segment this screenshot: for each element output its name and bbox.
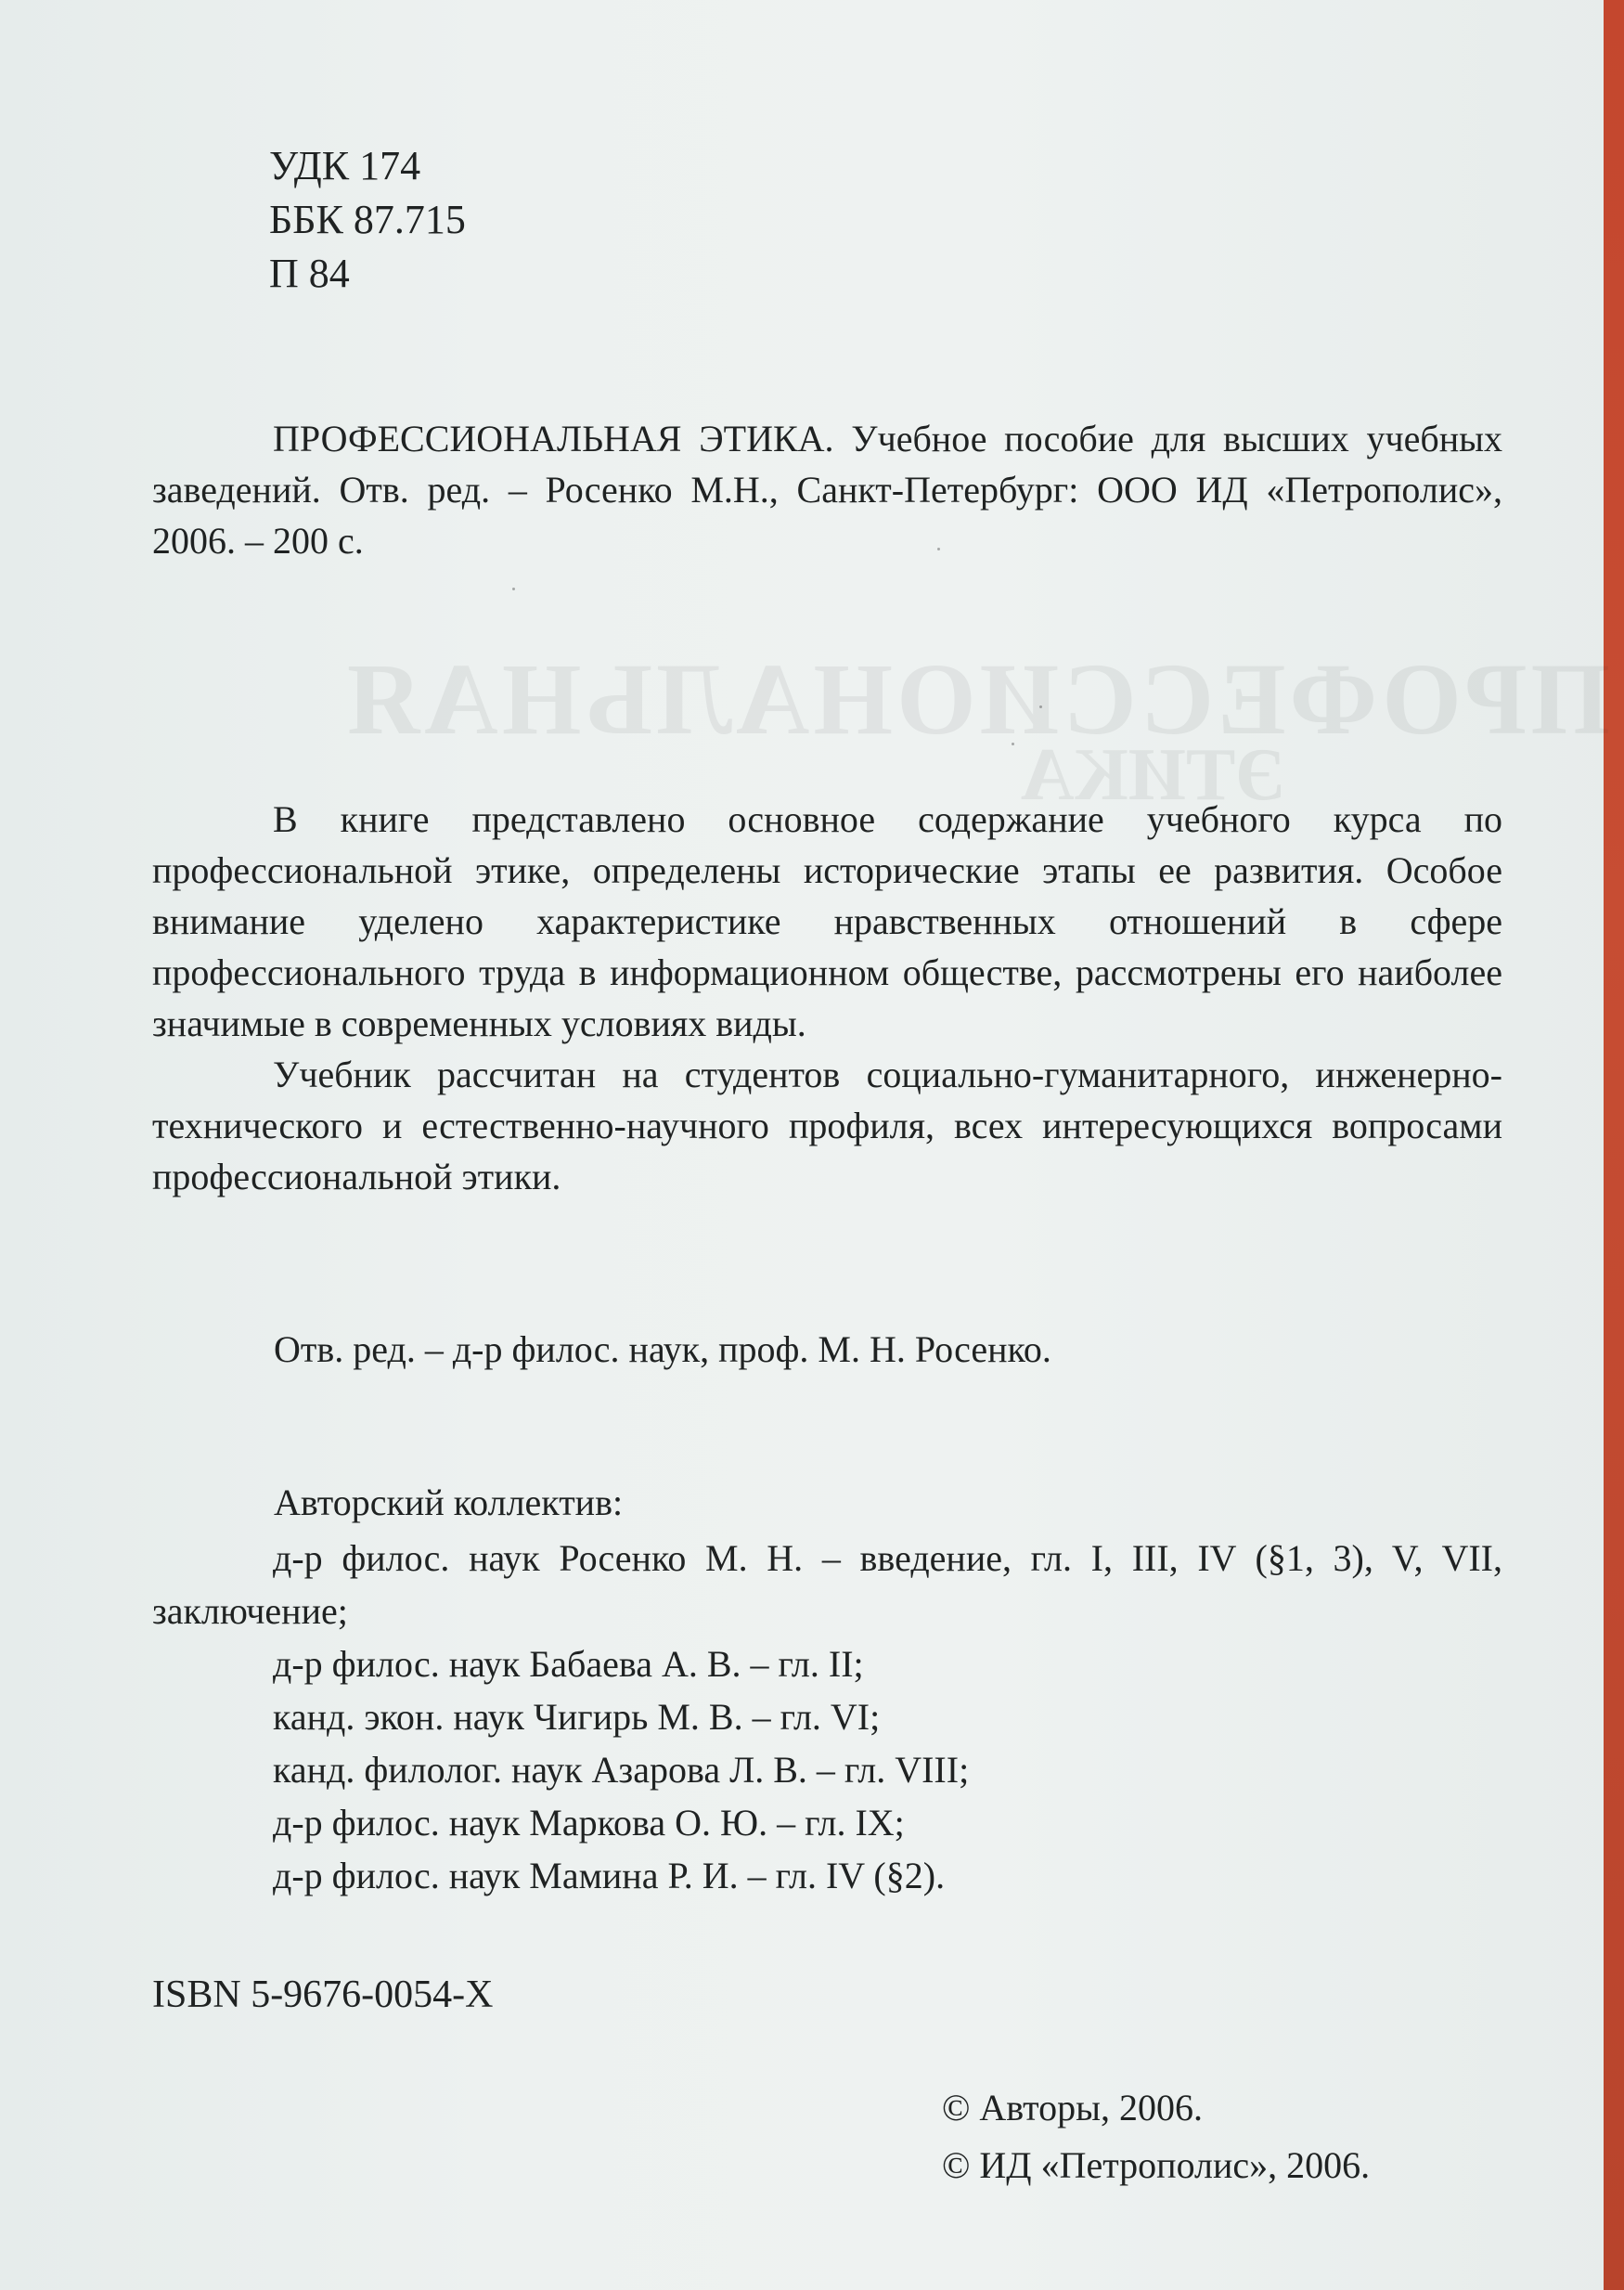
classification-codes (269, 139, 466, 301)
abstract-paragraph-1: В книге представлено основное содержание учебного курса по профессиональной этике, определены исторические этапы ее развития. Особое внимание уделено характеристике нравственных отношений в сфере профессионального труда в информационном обществе, рассмотрены его наиболее значимые в современных условиях виды. (152, 798, 1502, 1044)
red-cover-edge (1604, 0, 1624, 2290)
copyright-block (942, 2079, 1370, 2194)
show-through-subtitle: ЭТИКА (1021, 734, 1286, 816)
author-entry: д-р филос. наук Росенко М. Н. – введение, гл. I, III, IV (§1, 3), V, VII, заключение; (152, 1537, 1502, 1632)
authors-list (152, 1532, 1502, 1902)
author-entry: канд. экон. наук Чигирь М. В. – гл. VI; (273, 1696, 881, 1738)
speck (512, 588, 515, 590)
speck (1039, 705, 1042, 708)
bbk-code: ББК 87.715 (269, 197, 466, 242)
bibliographic-description (152, 413, 1502, 566)
copyright-line: © Авторы, 2006. (942, 2087, 1203, 2128)
author-entry: д-р филос. наук Бабаева А. В. – гл. II; (273, 1643, 864, 1685)
speck (1012, 743, 1014, 745)
author-entry: канд. филолог. наук Азарова Л. В. – гл. VIII; (273, 1749, 970, 1791)
authors-heading: Авторский коллектив: (274, 1481, 624, 1523)
udk-code: УДК 174 (269, 143, 421, 188)
abstract-paragraph-2: Учебник рассчитан на студентов социально-гуманитарного, инженерно-технического и естественно-научного профиля, всех интересующихся вопросами профессиональной этики. (152, 1054, 1502, 1197)
copyright-line: © ИД «Петрополис», 2006. (942, 2144, 1371, 2186)
author-entry: д-р филос. наук Мамина Р. И. – гл. IV (§2). (273, 1855, 946, 1896)
abstract (152, 794, 1502, 1202)
author-entry: д-р филос. наук Маркова О. Ю. – гл. IX; (273, 1802, 905, 1844)
show-through-title: ПРОФЕССИОНАЛЬНАЯ (343, 642, 1610, 756)
responsible-editor: Отв. ред. – д-р филос. наук, проф. М. Н. Росенко. (274, 1328, 1051, 1370)
isbn: ISBN 5-9676-0054-X (152, 1973, 494, 2016)
bibliographic-text: ПРОФЕССИОНАЛЬНАЯ ЭТИКА. Учебное пособие для высших учебных заведений. Отв. ред. – Росенко М.Н., Санкт-Петербург: ООО ИД «Петрополис», 2006. – 200 с. (152, 418, 1502, 562)
author-mark: П 84 (269, 251, 350, 296)
